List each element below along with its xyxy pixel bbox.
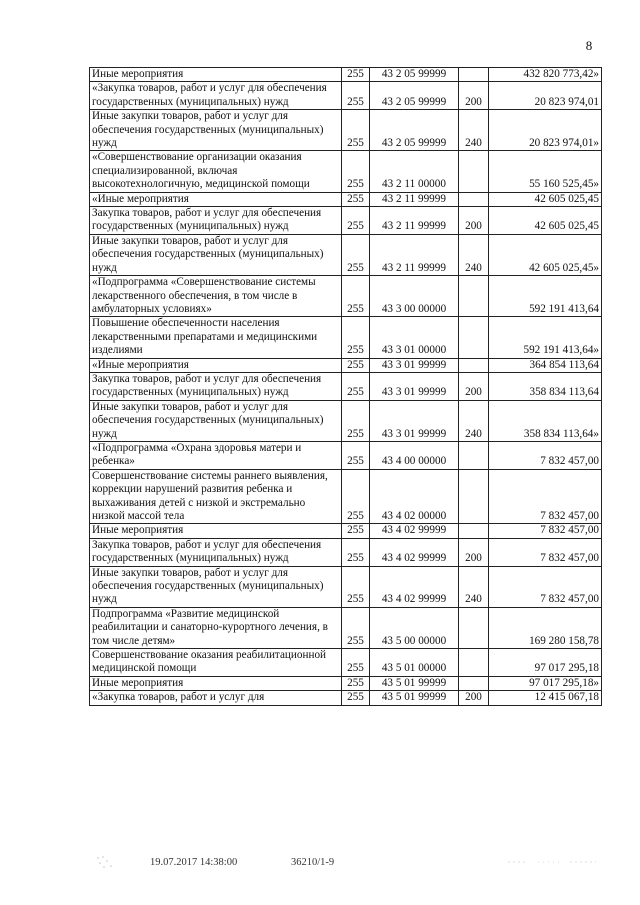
row-csr: 43 3 00 00000 <box>370 276 459 317</box>
row-name: Иные закупки товаров, работ и услуг для обеспечения государственных (муниципальных) нужд <box>90 110 342 151</box>
row-kvsr: 255 <box>342 110 370 151</box>
row-name: Совершенствование системы раннего выявления, коррекции нарушений развития ребенка и выхаживания детей с низкой и экстремально низкой массой тела <box>90 469 342 524</box>
row-vr <box>459 469 489 524</box>
row-csr: 43 3 01 99999 <box>370 372 459 400</box>
row-vr <box>459 276 489 317</box>
row-kvsr: 255 <box>342 207 370 235</box>
budget-table-body <box>90 68 602 706</box>
row-kvsr: 255 <box>342 151 370 192</box>
row-amount: 592 191 413,64 <box>489 276 602 317</box>
row-name: «Совершенствование организации оказания специализированной, включая высокотехнологичную, медицинской помощи <box>90 151 342 192</box>
row-csr: 43 5 01 99999 <box>370 691 459 705</box>
row-csr: 43 5 01 99999 <box>370 676 459 690</box>
row-amount: 42 605 025,45 <box>489 192 602 206</box>
row-amount: 42 605 025,45 <box>489 207 602 235</box>
row-amount: 55 160 525,45» <box>489 151 602 192</box>
row-kvsr: 255 <box>342 649 370 677</box>
row-kvsr: 255 <box>342 607 370 648</box>
row-name: «Подпрограмма «Охрана здоровья матери и ребенка» <box>90 441 342 469</box>
table-row <box>90 469 602 524</box>
row-vr <box>459 151 489 192</box>
table-row <box>90 372 602 400</box>
row-csr: 43 5 01 00000 <box>370 649 459 677</box>
row-csr: 43 3 01 00000 <box>370 317 459 358</box>
row-name: Повышение обеспеченности населения лекарственными препаратами и медицинскими изделиями <box>90 317 342 358</box>
faint-mark-icon <box>508 858 598 866</box>
row-csr: 43 2 05 99999 <box>370 68 459 82</box>
row-kvsr: 255 <box>342 441 370 469</box>
row-kvsr: 255 <box>342 68 370 82</box>
row-vr: 240 <box>459 400 489 441</box>
footer-datetime: 19.07.2017 14:38:00 <box>150 857 238 868</box>
row-amount: 97 017 295,18» <box>489 676 602 690</box>
row-amount: 358 834 113,64» <box>489 400 602 441</box>
row-vr: 200 <box>459 82 489 110</box>
row-name: Иные закупки товаров, работ и услуг для обеспечения государственных (муниципальных) нужд <box>90 234 342 275</box>
row-kvsr: 255 <box>342 82 370 110</box>
row-name: «Иные мероприятия <box>90 358 342 372</box>
row-vr <box>459 649 489 677</box>
row-name: Закупка товаров, работ и услуг для обеспечения государственных (муниципальных) нужд <box>90 207 342 235</box>
row-csr: 43 2 05 99999 <box>370 82 459 110</box>
row-amount: 7 832 457,00 <box>489 538 602 566</box>
table-row <box>90 207 602 235</box>
row-name: Совершенствование оказания реабилитационной медицинской помощи <box>90 649 342 677</box>
row-amount: 20 823 974,01 <box>489 82 602 110</box>
row-vr <box>459 68 489 82</box>
table-row <box>90 676 602 690</box>
row-vr: 200 <box>459 207 489 235</box>
row-amount: 364 854 113,64 <box>489 358 602 372</box>
row-amount: 7 832 457,00 <box>489 441 602 469</box>
table-row <box>90 151 602 192</box>
row-csr: 43 2 11 99999 <box>370 234 459 275</box>
row-kvsr: 255 <box>342 400 370 441</box>
row-name: «Закупка товаров, работ и услуг для <box>90 691 342 705</box>
row-csr: 43 2 11 99999 <box>370 207 459 235</box>
row-vr <box>459 524 489 538</box>
row-amount: 7 832 457,00 <box>489 524 602 538</box>
table-row <box>90 649 602 677</box>
row-vr: 200 <box>459 691 489 705</box>
row-kvsr: 255 <box>342 234 370 275</box>
row-csr: 43 5 00 00000 <box>370 607 459 648</box>
table-row <box>90 82 602 110</box>
row-name: «Иные мероприятия <box>90 192 342 206</box>
row-kvsr: 255 <box>342 691 370 705</box>
row-amount: 20 823 974,01» <box>489 110 602 151</box>
row-name: Иные мероприятия <box>90 68 342 82</box>
row-csr: 43 3 01 99999 <box>370 400 459 441</box>
row-amount: 12 415 067,18 <box>489 691 602 705</box>
row-vr: 200 <box>459 538 489 566</box>
footer-doc-id: 36210/1-9 <box>291 857 335 868</box>
table-row <box>90 110 602 151</box>
row-vr: 240 <box>459 234 489 275</box>
row-amount: 432 820 773,42» <box>489 68 602 82</box>
row-kvsr: 255 <box>342 372 370 400</box>
table-row <box>90 400 602 441</box>
row-csr: 43 4 00 00000 <box>370 441 459 469</box>
row-csr: 43 2 11 00000 <box>370 151 459 192</box>
row-kvsr: 255 <box>342 566 370 607</box>
row-vr: 200 <box>459 372 489 400</box>
row-kvsr: 255 <box>342 524 370 538</box>
row-kvsr: 255 <box>342 538 370 566</box>
row-amount: 42 605 025,45» <box>489 234 602 275</box>
row-vr: 240 <box>459 110 489 151</box>
row-name: «Закупка товаров, работ и услуг для обеспечения государственных (муниципальных) нужд <box>90 82 342 110</box>
table-row <box>90 276 602 317</box>
row-vr <box>459 676 489 690</box>
row-amount: 7 832 457,00 <box>489 469 602 524</box>
table-row <box>90 192 602 206</box>
table-row <box>90 607 602 648</box>
row-name: Подпрограмма «Развитие медицинской реабилитации и санаторно-курортного лечения, в том числе детям» <box>90 607 342 648</box>
row-vr <box>459 358 489 372</box>
row-name: Иные закупки товаров, работ и услуг для обеспечения государственных (муниципальных) нужд <box>90 566 342 607</box>
row-csr: 43 4 02 99999 <box>370 566 459 607</box>
row-vr: 240 <box>459 566 489 607</box>
table-row <box>90 538 602 566</box>
table-row <box>90 691 602 705</box>
row-amount: 97 017 295,18 <box>489 649 602 677</box>
row-kvsr: 255 <box>342 192 370 206</box>
row-name: Закупка товаров, работ и услуг для обеспечения государственных (муниципальных) нужд <box>90 372 342 400</box>
row-name: Иные мероприятия <box>90 524 342 538</box>
row-vr <box>459 317 489 358</box>
table-row <box>90 566 602 607</box>
row-amount: 358 834 113,64 <box>489 372 602 400</box>
page-number: 8 <box>585 38 593 53</box>
row-kvsr: 255 <box>342 469 370 524</box>
row-csr: 43 2 05 99999 <box>370 110 459 151</box>
row-amount: 592 191 413,64» <box>489 317 602 358</box>
row-vr <box>459 441 489 469</box>
row-name: Закупка товаров, работ и услуг для обеспечения государственных (муниципальных) нужд <box>90 538 342 566</box>
row-vr <box>459 192 489 206</box>
table-row <box>90 524 602 538</box>
row-vr <box>459 607 489 648</box>
row-kvsr: 255 <box>342 676 370 690</box>
row-amount: 169 280 158,78 <box>489 607 602 648</box>
table-row <box>90 317 602 358</box>
table-row <box>90 68 602 82</box>
row-kvsr: 255 <box>342 276 370 317</box>
row-csr: 43 4 02 99999 <box>370 538 459 566</box>
row-amount: 7 832 457,00 <box>489 566 602 607</box>
budget-table <box>89 67 602 706</box>
registration-mark-icon <box>95 854 117 870</box>
row-name: «Подпрограмма «Совершенствование системы лекарственного обеспечения, в том числе в амбулаторных условиях» <box>90 276 342 317</box>
row-name: Иные закупки товаров, работ и услуг для обеспечения государственных (муниципальных) нужд <box>90 400 342 441</box>
row-kvsr: 255 <box>342 317 370 358</box>
table-row <box>90 358 602 372</box>
row-csr: 43 4 02 00000 <box>370 469 459 524</box>
row-csr: 43 4 02 99999 <box>370 524 459 538</box>
row-csr: 43 3 01 99999 <box>370 358 459 372</box>
table-row <box>90 234 602 275</box>
row-name: Иные мероприятия <box>90 676 342 690</box>
table-row <box>90 441 602 469</box>
row-kvsr: 255 <box>342 358 370 372</box>
row-csr: 43 2 11 99999 <box>370 192 459 206</box>
